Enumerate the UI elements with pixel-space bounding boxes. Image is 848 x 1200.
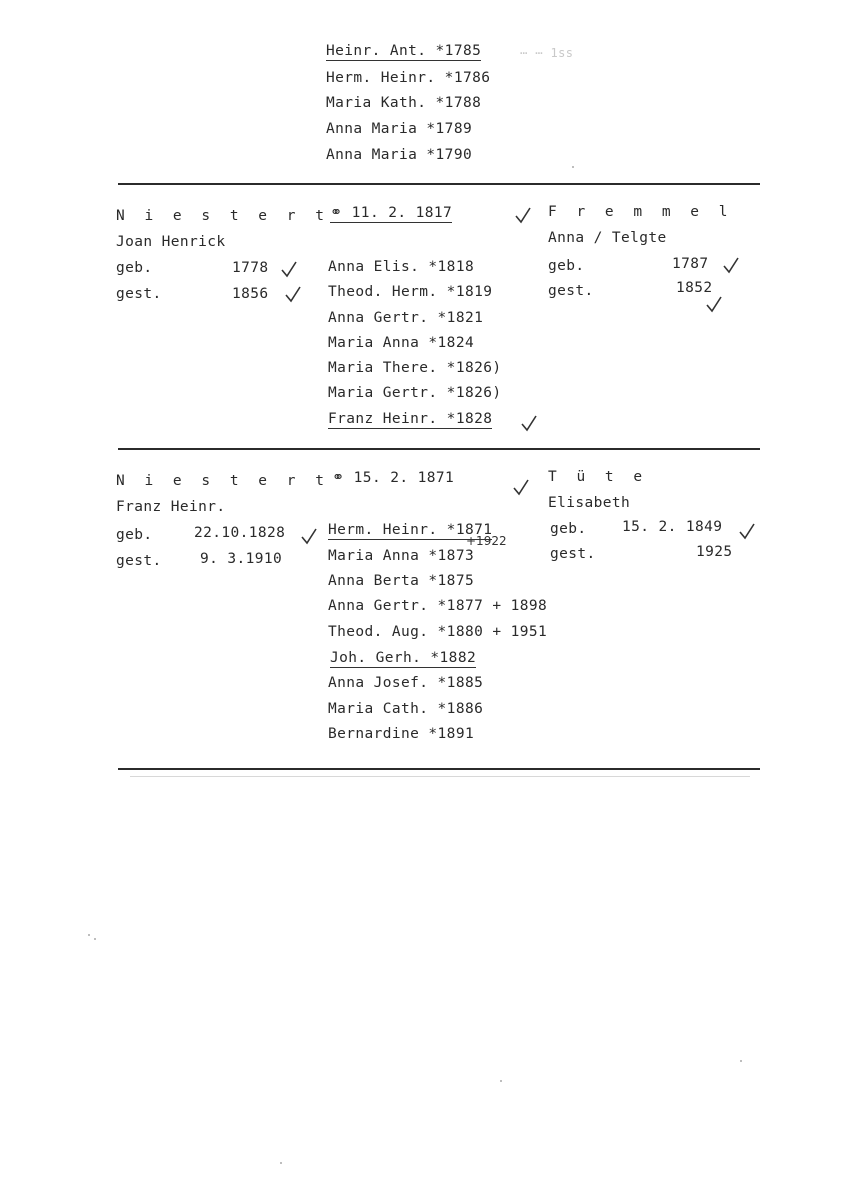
checkmark-icon [722,256,740,274]
checkmark-icon [520,414,538,432]
wife-born-label: geb. [548,258,585,274]
checkmark-icon [280,260,298,278]
checkmark-icon [514,206,532,224]
list-item: Theod. Herm. *1819 [328,284,493,300]
husband-given-name: Franz Heinr. [116,499,226,515]
wife-born-value: 15. 2. 1849 [622,519,723,535]
paper-speck [740,1060,742,1062]
list-item: Heinr. Ant. *1785 [326,43,482,59]
list-item: Bernardine *1891 [328,726,475,742]
list-item: Herm. Heinr. *1786 [326,70,491,86]
list-item: Anna Gertr. *1877 + 1898 [328,598,548,614]
paper-speck [280,1162,282,1164]
section-divider [118,448,760,450]
faint-rule [130,776,750,777]
wife-died-value: 1852 [676,280,713,296]
list-item: Maria There. *1826) [328,360,502,376]
wife-born-label: geb. [550,521,587,537]
list-item: Maria Cath. *1886 [328,701,484,717]
wife-died-label: gest. [550,546,596,562]
husband-surname: N i e s t e r t [116,473,330,489]
list-item: Anna Maria *1789 [326,121,473,137]
husband-died-value: 9. 3.1910 [200,551,283,567]
list-item: Maria Gertr. *1826) [328,385,502,401]
wife-surname: F r e m m e l [548,204,733,220]
checkmark-icon [284,285,302,303]
list-item: Franz Heinr. *1828 [328,411,493,427]
list-item: Maria Kath. *1788 [326,95,482,111]
checkmark-icon [705,295,723,313]
list-item: Joh. Gerh. *1882 [330,650,477,666]
husband-born-label: geb. [116,527,153,543]
paper-speck [88,934,90,936]
list-item: Maria Anna *1824 [328,335,475,351]
list-item: Anna Elis. *1818 [328,259,475,275]
list-item: Herm. Heinr. *1871 [328,522,493,538]
marriage-date: ⚭ 11. 2. 1817 [330,205,453,221]
list-item: Anna Maria *1790 [326,147,473,163]
wife-surname: T ü t e [548,469,648,485]
wife-died-value: 1925 [696,544,733,560]
faint-text: ⋯ ⋯ 1ss [520,46,574,60]
list-item: Anna Josef. *1885 [328,675,484,691]
list-item: Anna Berta *1875 [328,573,475,589]
death-note: +1922 [466,534,507,548]
husband-born-value: 22.10.1828 [194,525,286,541]
paper-speck [500,1080,502,1082]
section-divider [118,183,760,185]
checkmark-icon [512,478,530,496]
paper-speck [94,938,96,940]
wife-given-name: Elisabeth [548,495,631,511]
husband-born-value: 1778 [232,260,269,276]
husband-died-value: 1856 [232,286,269,302]
husband-died-label: gest. [116,553,162,569]
list-item: Maria Anna *1873 [328,548,475,564]
marriage-date: ⚭ 15. 2. 1871 [332,470,455,486]
checkmark-icon [300,527,318,545]
section-divider [118,768,760,770]
paper-speck [572,166,574,168]
husband-born-label: geb. [116,260,153,276]
husband-died-label: gest. [116,286,162,302]
wife-born-value: 1787 [672,256,709,272]
wife-died-label: gest. [548,283,594,299]
list-item: Anna Gertr. *1821 [328,310,484,326]
checkmark-icon [738,522,756,540]
list-item: Theod. Aug. *1880 + 1951 [328,624,548,640]
husband-surname: N i e s t e r t [116,208,330,224]
wife-given-name: Anna / Telgte [548,230,667,246]
husband-given-name: Joan Henrick [116,234,226,250]
